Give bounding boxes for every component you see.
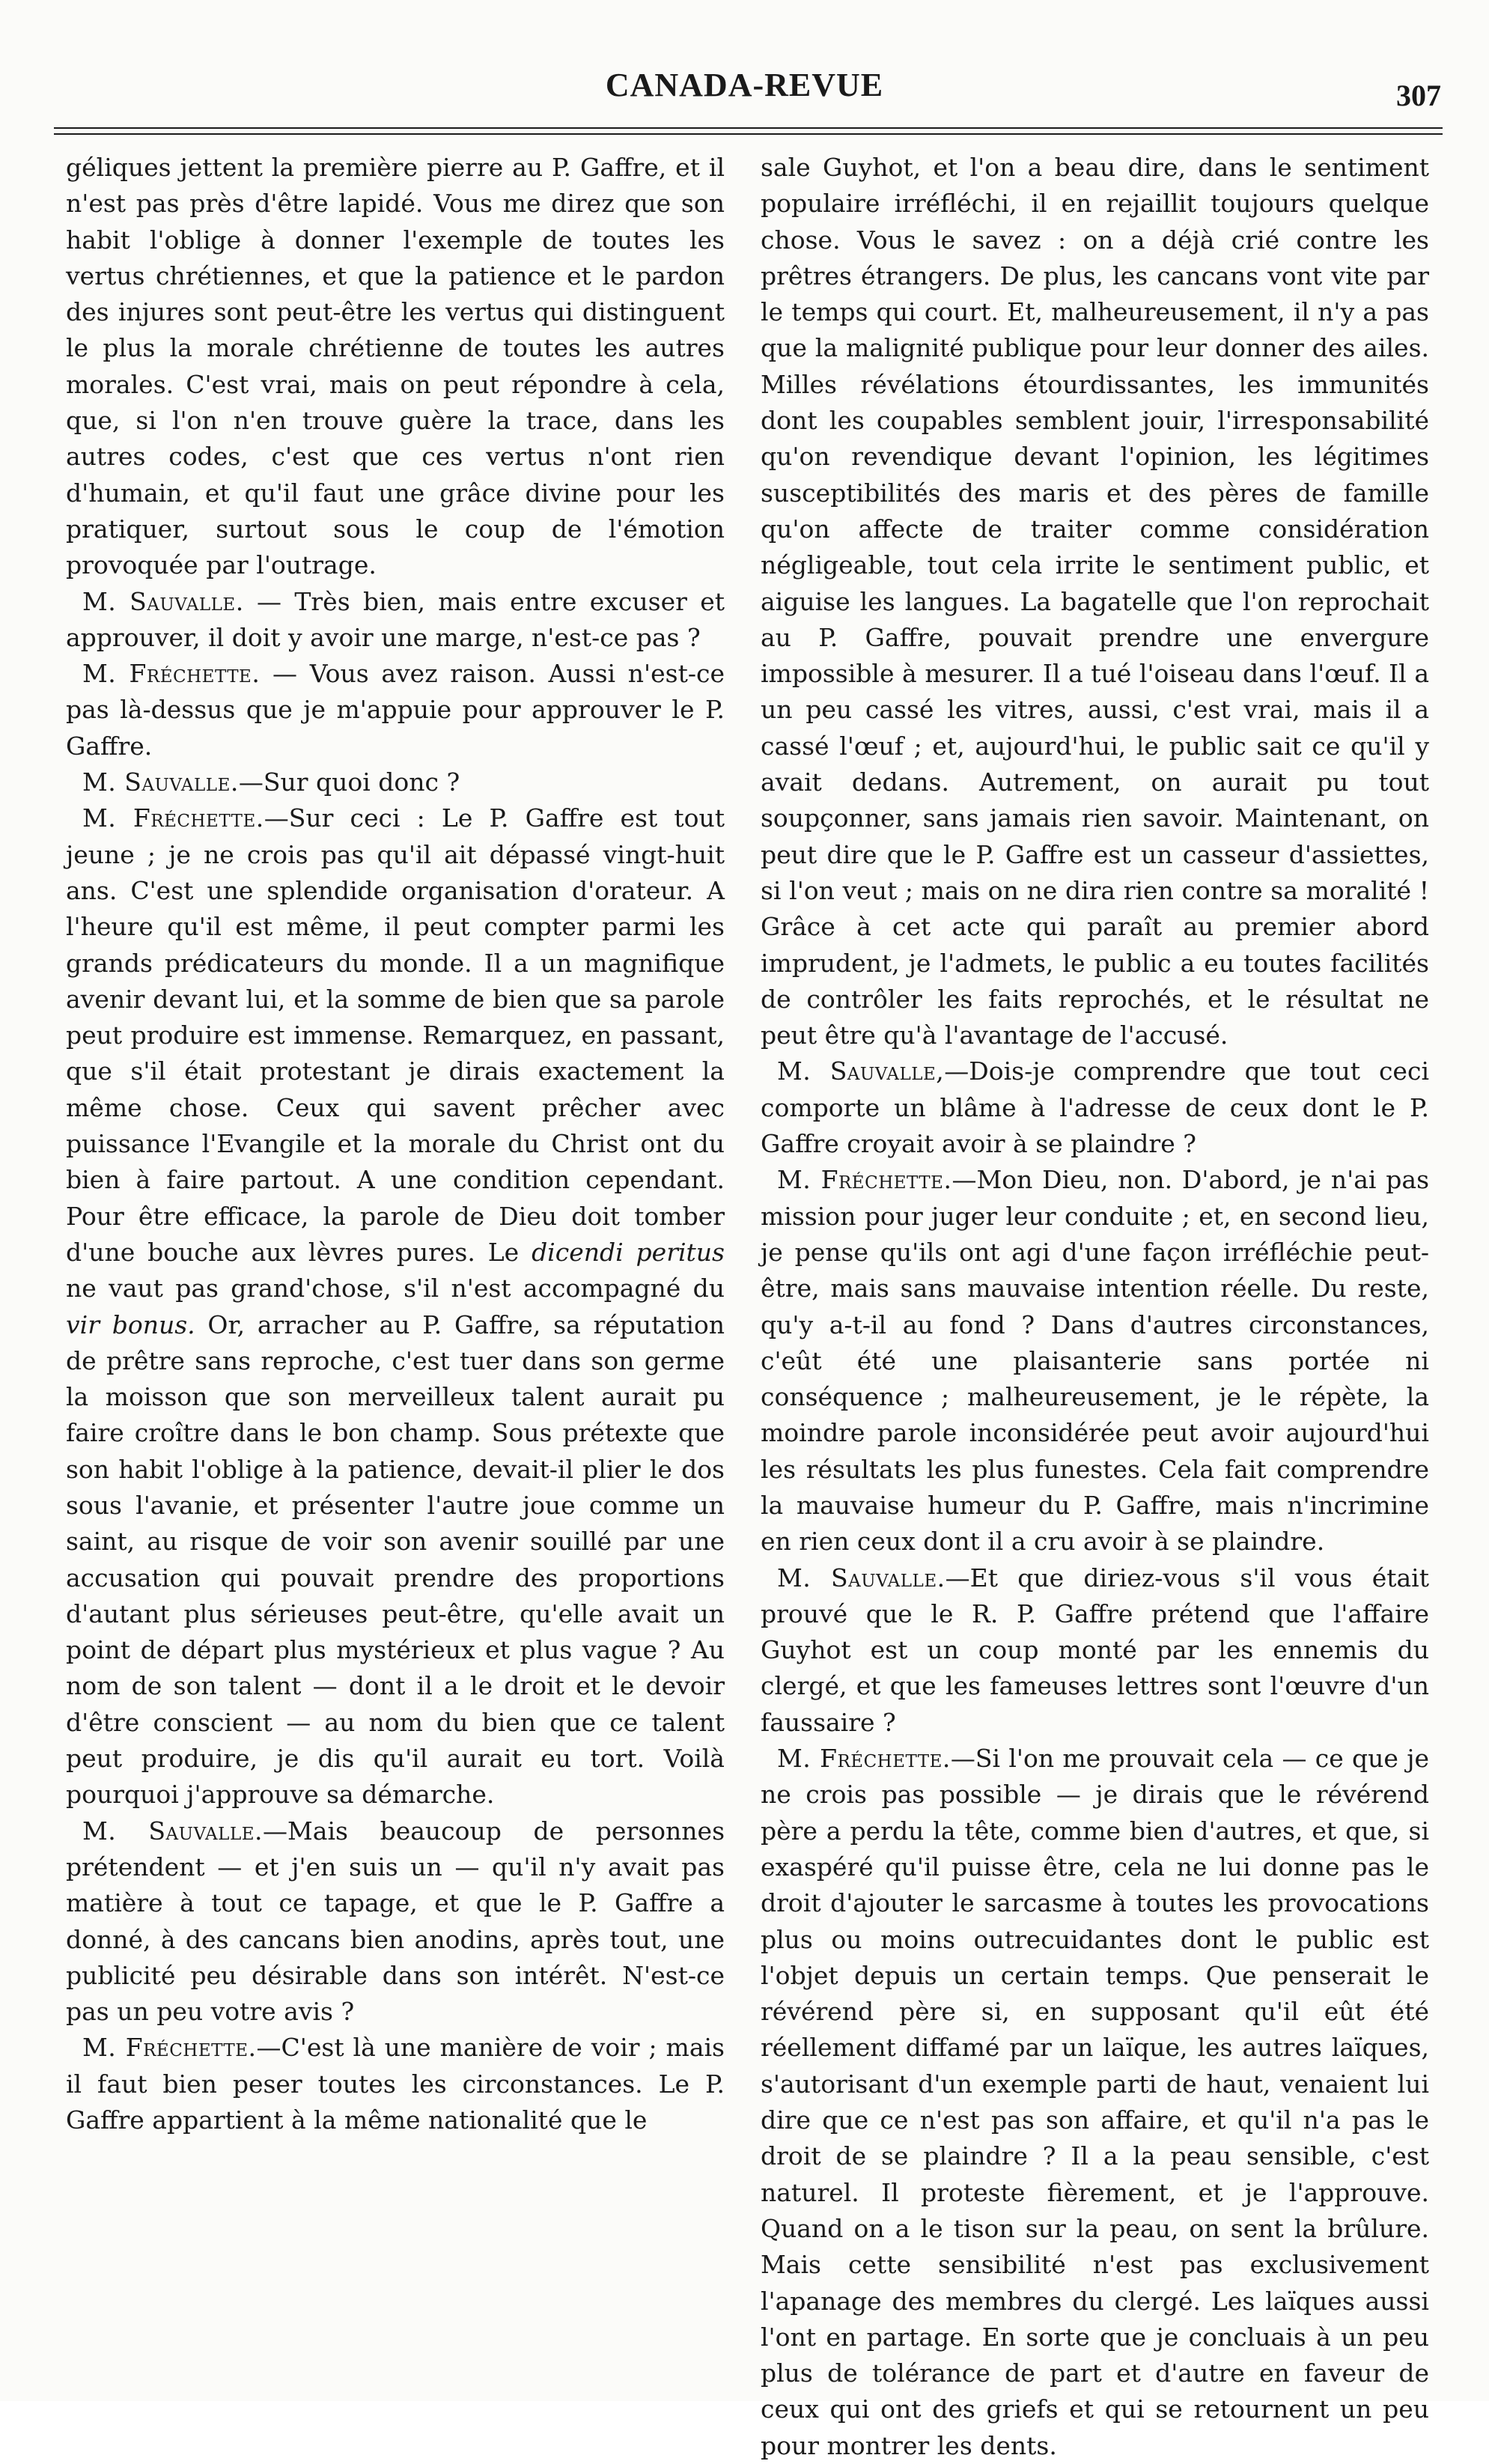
speaker-name: M. Sauvalle.	[82, 767, 239, 797]
paragraph-text: —Sur quoi donc ?	[238, 767, 460, 797]
paragraph-text: —Et que diriez-vous s'il vous était prouvé que le R. P. Gaffre prétend que l'affaire Guyhot est un coup monté par les ennemis du clergé, et que les fameuses lettres sont l'œuvre d'un faussaire ?	[761, 1563, 1430, 1737]
left-column	[66, 150, 725, 2138]
paragraph-text: —Mais beaucoup de personnes prétendent — et j'en suis un — qu'il n'y avait pas matière à tout ce tapage, et que le P. Gaffre a donné, à des cancans bien anodins, après tout, une publicité peu désirable dans son intérêt. N'est-ce pas un peu votre avis ?	[66, 1816, 725, 2027]
paragraph	[66, 764, 725, 800]
paragraph-text: ne vaut pas grand'chose, s'il n'est accompagné du	[66, 1274, 725, 1304]
page-number: 307	[1396, 79, 1441, 112]
paragraph-text: — Très bien, mais entre excuser et approuver, il doit y avoir une marge, n'est-ce pas ?	[66, 586, 725, 652]
paragraph-text: — Vous avez raison. Aussi n'est-ce pas là-dessus que je m'appuie pour approuver le P. Gaffre.	[66, 659, 725, 761]
paragraph-text: —Dois-je comprendre que tout ceci comporte un blâme à l'adresse de ceux dont le P. Gaffre croyait avoir à se plaindre ?	[761, 1056, 1429, 1159]
paragraph-text: Or, arracher au P. Gaffre, sa réputation de prêtre sans reproche, c'est tuer dans son germe la moisson que son merveilleux talent aurait pu faire croître dans le bon champ. Sous prétexte que son habit l'oblige à la patience, devait-il plier le dos sous l'avanie, et présenter l'autre joue comme un saint, au risque de voir son avenir souillé par une accusation qui pouvait prendre des proportions d'autant plus sérieuses peut-être, qu'elle avait un point de départ plus mystérieux et plus vague ? Au nom de son talent — dont il a le droit et le devoir d'être conscient — au nom du bien que ce talent peut produire, je dis qu'il aurait eu tort. Voilà pourquoi j'approuve sa démarche.	[66, 1309, 725, 1810]
paragraph	[66, 800, 725, 1813]
paragraph-text: —Si l'on me prouvait cela — ce que je ne crois pas possible — je dirais que le révérend père a perdu la tête, comme bien d'autres, et que, si exaspéré qu'il puisse être, cela ne lui donne pas le droit d'ajouter le sarcasme à toutes les provocations plus ou moins outrecuidantes dont le public est l'objet depuis un certain temps. Que penserait le révérend père si, en supposant qu'il eût été réellement diffamé par un laïque, les autres laïques, s'autorisant d'un exemple parti de haut, venaient lui dire que ce n'est pas son affaire, et qu'il n'a pas le droit de se plaindre ? Il a la peau sensible, c'est naturel. Il proteste fièrement, et je l'approuve. Quand on a le tison sur la peau, on sent la brûlure. Mais cette sensibilité n'est pas exclusivement l'apanage des membres du clergé. Les laïques aussi l'ont en partage. En sorte que je concluais à un peu plus de tolérance de part et d'autre en faveur de ceux qui ont des griefs et qui se retournent un peu pour montrer les dents.	[761, 1744, 1429, 2460]
paragraph: géliques jettent la première pierre au P. Gaffre, et il n'est pas près d'être lapidé. Vous me direz que son habit l'oblige à donner l'exemple de toutes les vertus chrétiennes, et que la patience et le pardon des injures sont peut-être les vertus qui distinguent le plus la morale chrétienne de toutes les autres morales. C'est vrai, mais on peut répondre à cela, que, si l'on n'en trouve guère la trace, dans les autres codes, c'est que ces vertus n'ont rien d'humain, et qu'il faut une grâce divine pour les pratiquer, surtout sous le coup de l'émotion provoquée par l'outrage.	[66, 153, 725, 580]
right-column	[761, 150, 1429, 2464]
latin-phrase: dicendi peritus	[532, 1237, 725, 1267]
running-title: CANADA-REVUE	[605, 67, 884, 103]
speaker-name: M. Fréchette.	[82, 2033, 257, 2063]
latin-phrase: vir bonus.	[66, 1309, 195, 1339]
paragraph	[66, 2030, 725, 2138]
paragraph-text: —Sur ceci : Le P. Gaffre est tout jeune ; je ne crois pas qu'il ait dépassé vingt-huit ans. C'est une splendide organisation d'orateur. A l'heure qu'il est même, il peut compter parmi les grands prédicateurs du monde. Il a un magnifique avenir devant lui, et la somme de bien que sa parole peut produire est immense. Remarquez, en passant, que s'il était protestant je dirais exactement la même chose. Ceux qui savent prêcher avec puissance l'Evangile et la morale du Christ ont du bien à faire partout. A une condition cependant. Pour être efficace, la parole de Dieu doit tomber d'une bouche aux lèvres pures. Le	[66, 803, 725, 1267]
header-rule	[54, 127, 1443, 129]
paragraph	[66, 1813, 725, 2030]
speaker-name: M. Fréchette.	[777, 1744, 951, 1774]
speaker-name: M. Sauvalle.	[82, 586, 244, 616]
paragraph: sale Guyhot, et l'on a beau dire, dans le sentiment populaire irréfléchi, il en rejaillit toujours quelque chose. Vous le savez : on a déjà crié contre les prêtres étrangers. De plus, les cancans vont vite par le temps qui court. Et, malheureusement, il n'y a pas que la malignité publique pour leur donner des ailes. Milles révélations étourdissantes, les immunités dont les coupables semblent jouir, l'irresponsabilité qu'on revendique devant l'opinion, les légitimes susceptibilités des maris et des pères de famille qu'on affecte de traiter comme considération négligeable, tout cela irrite le sentiment public, et aiguise les langues. La bagatelle que l'on reprochait au P. Gaffre, pouvait prendre une envergure impossible à mesurer. Il a tué l'oiseau dans l'œuf. Il a un peu cassé les vitres, aussi, c'est vrai, mais il a cassé l'œuf ; et, aujourd'hui, le public sait ce qu'il y avait dedans. Autrement, on aurait pu tout soupçonner, sans jamais rien savoir. Maintenant, on peut dire que le P. Gaffre est un casseur d'assiettes, si l'on veut ; mais on ne dira rien contre sa moralité ! Grâce à cet acte qui paraît au premier abord imprudent, je l'admets, le public a eu toutes facilités de contrôler les faits reprochés, et le résultat ne peut être qu'à l'avantage de l'accusé.	[761, 153, 1429, 1050]
header-rule	[54, 133, 1443, 135]
speaker-name: M. Fréchette.	[82, 803, 264, 833]
speaker-name: M. Sauvalle,	[777, 1056, 945, 1086]
paragraph	[66, 584, 725, 657]
paragraph	[66, 656, 725, 764]
paragraph	[761, 1162, 1429, 1560]
paragraph-text: —C'est là une manière de voir ; mais il faut bien peser toutes les circonstances. Le P. Gaffre appartient à la même nationalité que le	[66, 2033, 725, 2135]
paragraph	[761, 1053, 1429, 1162]
paragraph	[761, 1741, 1429, 2464]
paragraph-text: —Mon Dieu, non. D'abord, je n'ai pas mission pour juger leur conduite ; et, en second lieu, je pense qu'ils ont agi d'une façon irréfléchie peut-être, mais sans mauvaise intention réelle. Du reste, qu'y a-t-il au fond ? Dans d'autres circonstances, c'eût été une plaisanterie sans portée ni conséquence ; malheureusement, je le répète, la moindre parole inconsidérée peut avoir aujourd'hui les résultats les plus funestes. Cela fait comprendre la mauvaise humeur du P. Gaffre, mais n'incrimine en rien ceux dont il a cru avoir à se plaindre.	[761, 1165, 1429, 1557]
speaker-name: M. Sauvalle.	[82, 1816, 263, 1846]
speaker-name: M. Fréchette.	[82, 659, 261, 689]
speaker-name: M. Fréchette.	[777, 1165, 952, 1195]
speaker-name: M. Sauvalle.	[777, 1563, 946, 1593]
paragraph	[761, 1560, 1429, 1741]
